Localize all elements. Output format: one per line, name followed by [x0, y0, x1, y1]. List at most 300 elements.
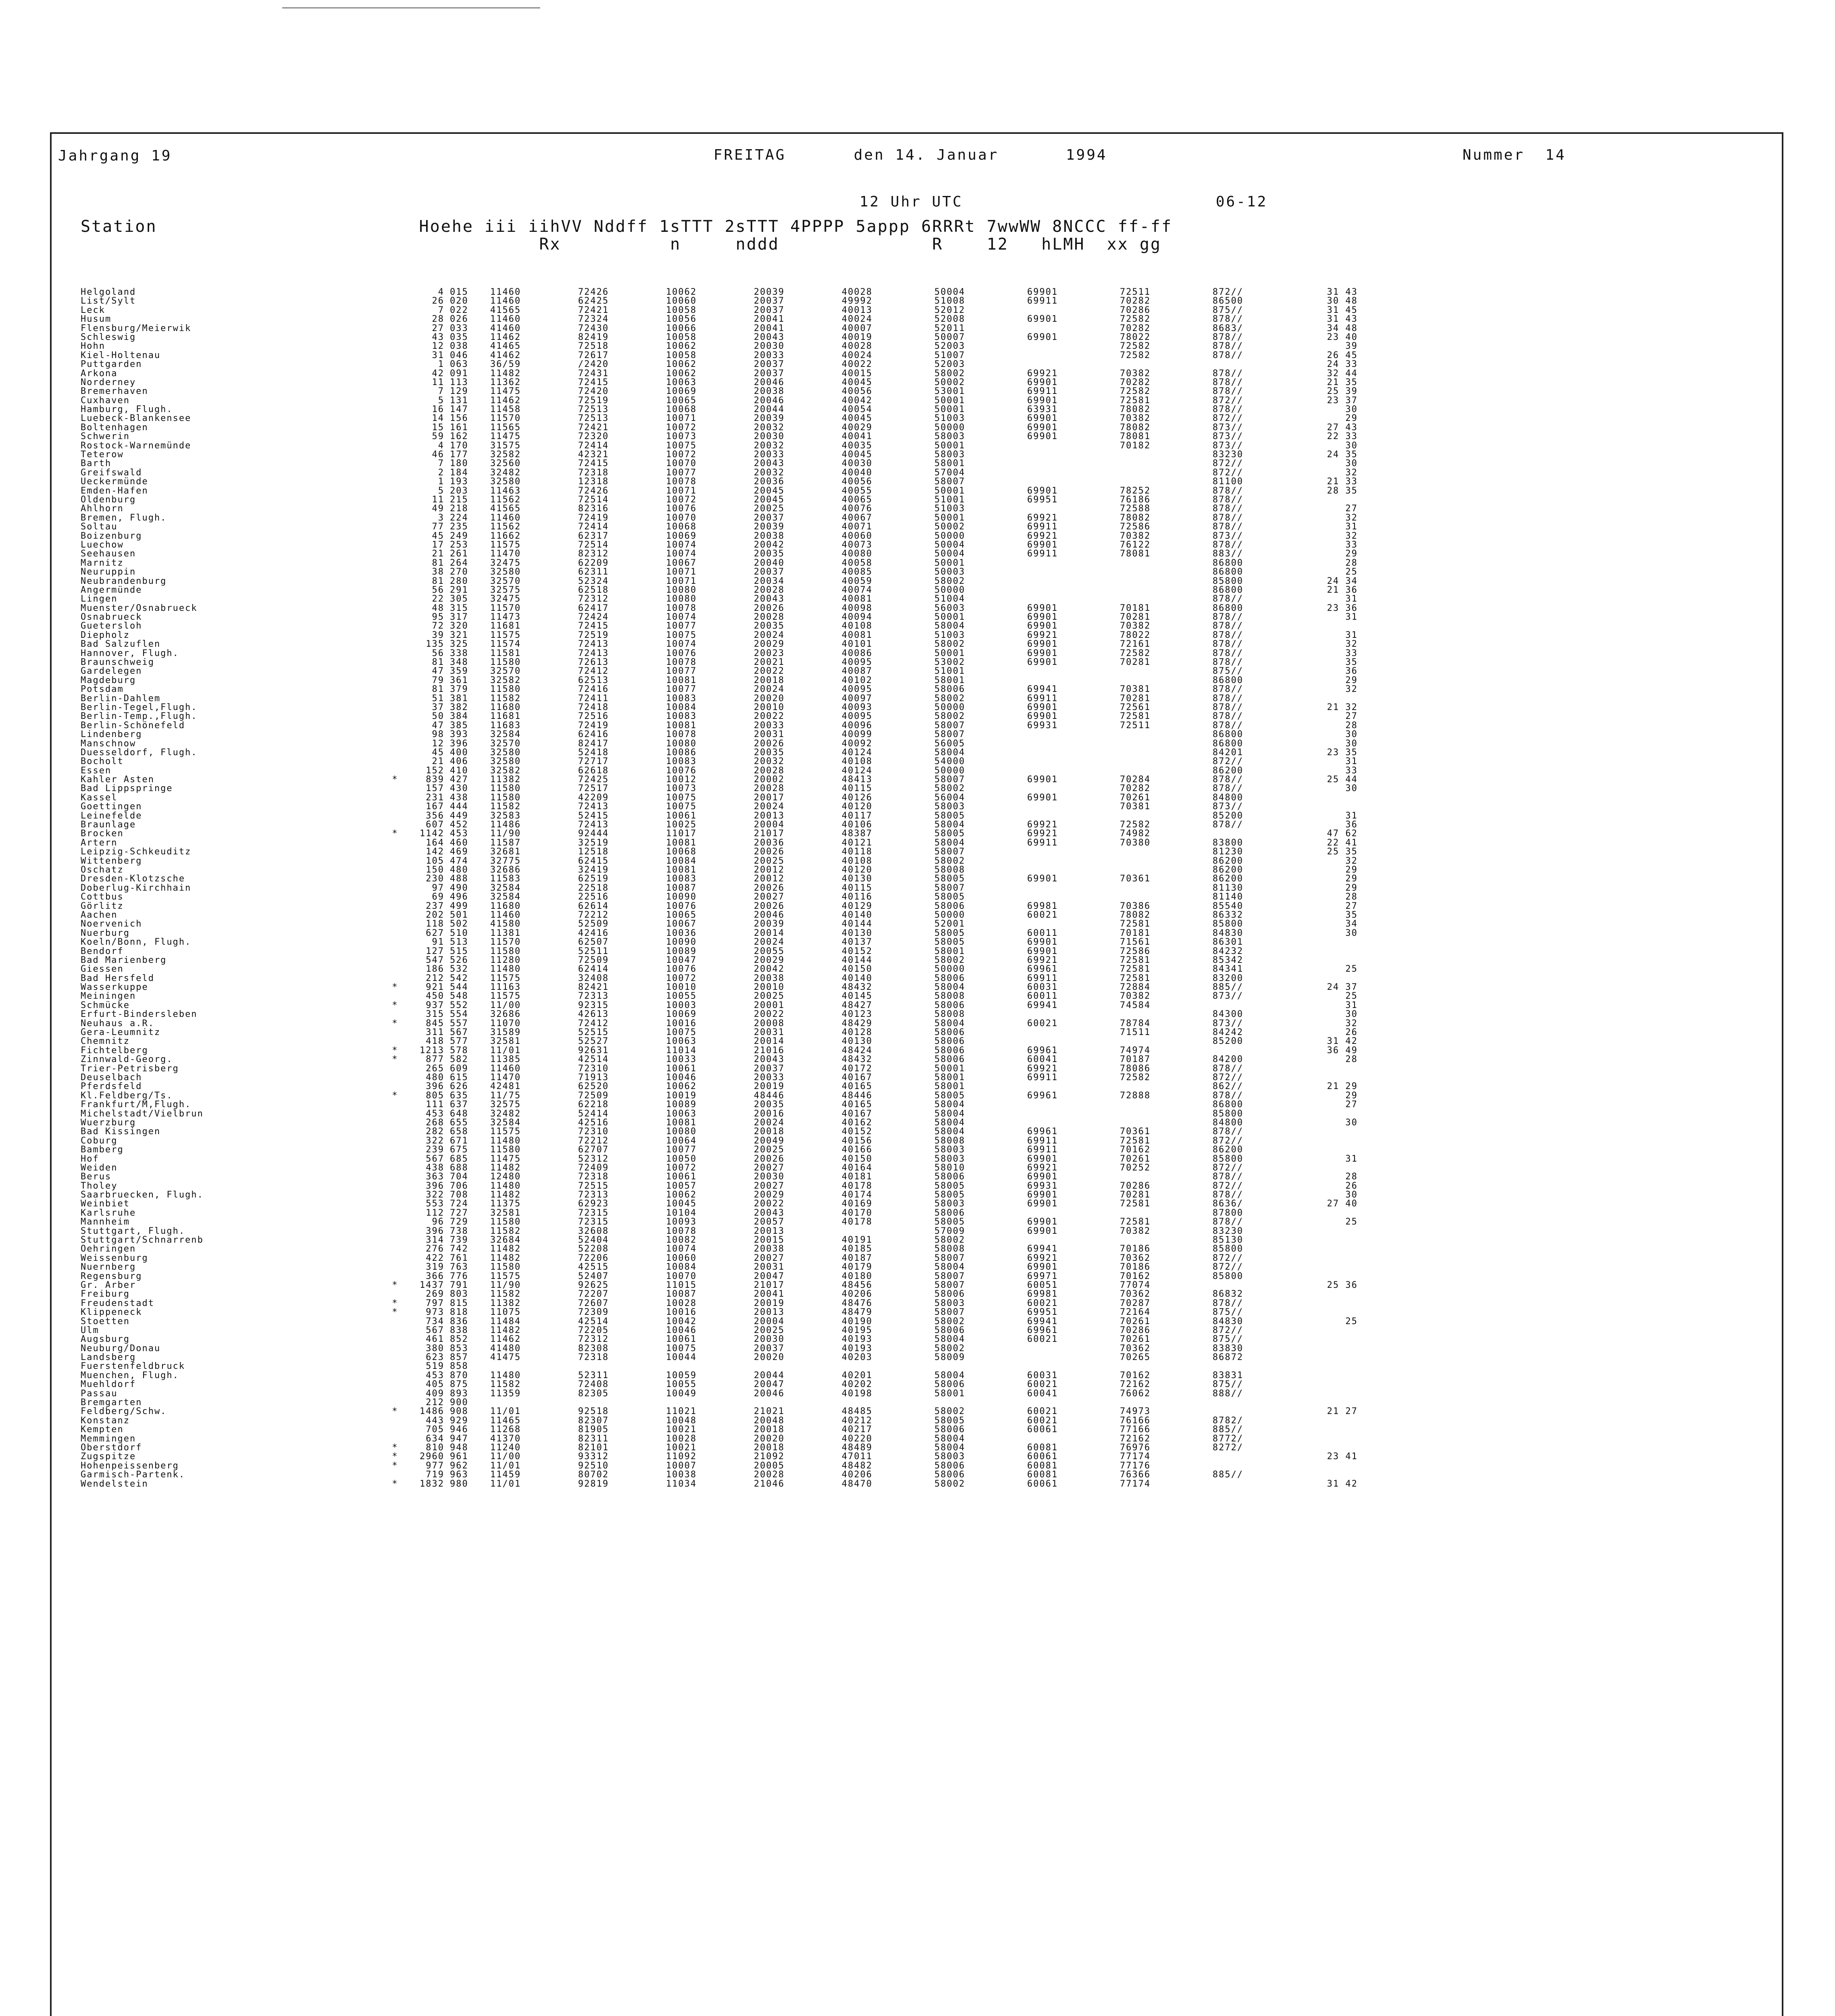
synop-group: 10071: [666, 577, 697, 586]
synop-group: [490, 1398, 578, 1407]
synop-group: [1027, 766, 1120, 775]
table-row: [81, 1100, 1358, 1109]
synop-group: 20028: [754, 1470, 785, 1480]
synop-group: 11575: [490, 631, 521, 640]
synop-group: 11015: [666, 1281, 697, 1290]
station-height: 268: [426, 1118, 444, 1128]
synop-group: 69901: [1027, 1263, 1058, 1272]
station-height: 46: [432, 450, 444, 460]
mountain-marker: [379, 911, 411, 920]
synop-group: 72421: [578, 423, 609, 433]
synop-group: 58010: [934, 1163, 965, 1173]
synop-group: 92444: [578, 829, 609, 839]
mountain-marker: [379, 947, 411, 956]
synop-group: 82308: [578, 1344, 609, 1354]
synop-group: 10071: [666, 486, 697, 496]
station-name: Bamberg: [81, 1145, 124, 1155]
synop-group: 58004: [934, 1371, 965, 1381]
station-name: Zugspitze: [81, 1452, 136, 1462]
synop-group: 40167: [842, 1073, 873, 1083]
mountain-marker: *: [392, 1443, 398, 1453]
synop-group: 86800: [1213, 558, 1244, 568]
table-row: [81, 784, 1358, 793]
synop-group: 40198: [842, 1389, 873, 1399]
synop-group: 58005: [934, 829, 965, 839]
synop-group: 40080: [842, 550, 873, 559]
synop-group: 10046: [666, 1326, 697, 1335]
synop-group: [1120, 559, 1213, 568]
station-id: 170: [450, 441, 468, 451]
synop-group: 82311: [578, 1434, 609, 1443]
station-height: 72: [432, 622, 444, 631]
station-id: 270: [450, 568, 468, 577]
synop-group: 69901: [1027, 1227, 1058, 1236]
synop-group: 32570: [490, 739, 521, 748]
gust-values: 32: [1345, 1019, 1358, 1029]
mountain-marker: [379, 577, 411, 586]
gust-values: [1301, 1380, 1358, 1389]
synop-group: [1120, 757, 1213, 766]
synop-group: 10062: [666, 1082, 697, 1091]
synop-group: 48427: [842, 1001, 873, 1010]
synop-group: 11482: [490, 1163, 521, 1173]
synop-group: 40097: [842, 694, 873, 703]
synop-group: 69961: [1027, 965, 1058, 974]
synop-group: 32482: [490, 1109, 521, 1118]
gust-values: 30: [1345, 739, 1358, 748]
mountain-marker: [379, 1344, 411, 1353]
station-id: 648: [450, 1109, 468, 1118]
synop-group: [1213, 1398, 1301, 1407]
synop-group: 70282: [1120, 324, 1151, 333]
synop-group: 72617: [578, 351, 609, 360]
synop-group: 878//: [1213, 523, 1244, 532]
synop-group: 878//: [1213, 405, 1244, 414]
mountain-marker: [379, 1362, 411, 1371]
gust-values: 29: [1345, 676, 1358, 685]
gust-values: [1301, 1164, 1358, 1173]
station-height: 319: [426, 1263, 444, 1272]
station-name: Boizenburg: [81, 531, 142, 541]
synop-group: 72582: [1120, 315, 1151, 324]
synop-group: 40156: [842, 1136, 873, 1146]
synop-group: 82101: [578, 1443, 609, 1453]
synop-group: 69921: [1027, 1254, 1058, 1263]
synop-group: [1120, 766, 1213, 775]
mountain-marker: [379, 1335, 411, 1344]
synop-group: [1213, 1407, 1301, 1416]
synop-group: 62707: [578, 1145, 609, 1155]
mountain-marker: [379, 1218, 411, 1227]
mountain-marker: [379, 1263, 411, 1272]
synop-group: 20019: [754, 1082, 785, 1091]
synop-group: 77166: [1120, 1425, 1151, 1435]
station-id: 554: [450, 1010, 468, 1019]
station-height: 2960: [420, 1452, 444, 1462]
synop-group: [1213, 1281, 1301, 1290]
station-name: Puttgarden: [81, 360, 142, 369]
synop-group: 32580: [490, 757, 521, 766]
station-id: 739: [450, 1236, 468, 1245]
synop-group: 10019: [666, 1091, 697, 1101]
synop-group: 10061: [666, 1173, 697, 1182]
station-id: 305: [450, 595, 468, 604]
synop-group: 72511: [1120, 288, 1151, 297]
synop-group: 69961: [1027, 1326, 1058, 1335]
synop-group: 69921: [1027, 1064, 1058, 1073]
station-id: 763: [450, 1263, 468, 1272]
station-height: 322: [426, 1136, 444, 1146]
synop-group: 69901: [1027, 613, 1058, 622]
station-id: 161: [450, 423, 468, 433]
synop-group: 58007: [934, 1254, 965, 1263]
table-row: [81, 432, 1358, 441]
synop-group: 58004: [934, 1434, 965, 1443]
station-name: Fuerstenfeldbruck: [81, 1362, 185, 1371]
synop-group: 72884: [1120, 983, 1151, 992]
gust-values: 28: [1345, 893, 1358, 902]
station-id: 513: [450, 938, 468, 947]
synop-group: 32582: [490, 766, 521, 776]
synop-group: 40095: [842, 712, 873, 721]
synop-group: 58002: [934, 1236, 965, 1245]
synop-group: 52404: [578, 1236, 609, 1245]
synop-group: 40140: [842, 974, 873, 983]
synop-group: 40137: [842, 938, 873, 947]
mountain-marker: [379, 1371, 411, 1380]
synop-group: 40035: [842, 441, 873, 451]
synop-group: 40056: [842, 387, 873, 396]
synop-group: 878//: [1213, 378, 1244, 387]
synop-group: 10065: [666, 910, 697, 920]
mountain-marker: [379, 396, 411, 405]
synop-group: 878//: [1213, 1299, 1244, 1308]
synop-group: 20024: [754, 631, 785, 640]
station-height: 239: [426, 1145, 444, 1155]
station-height: 734: [426, 1317, 444, 1326]
gust-values: 28 35: [1327, 486, 1358, 496]
synop-group: 885//: [1213, 1425, 1244, 1435]
synop-group: 40180: [842, 1272, 873, 1281]
synop-group: 70382: [1120, 1227, 1151, 1236]
station-height: 4: [438, 288, 444, 297]
synop-group: 50004: [934, 540, 965, 550]
synop-group: 48446: [754, 1091, 785, 1101]
synop-group: 83230: [1213, 1227, 1244, 1236]
synop-group: 48429: [842, 1019, 873, 1029]
table-row: [81, 703, 1358, 712]
synop-group: [1027, 477, 1120, 486]
gust-values: 32: [1345, 513, 1358, 523]
synop-group: [1027, 1037, 1120, 1046]
synop-group: 41370: [490, 1434, 521, 1443]
synop-group: 69941: [1027, 1001, 1058, 1010]
synop-group: 8636/: [1213, 1200, 1244, 1209]
station-id: 218: [450, 504, 468, 514]
synop-group: 72588: [1120, 504, 1151, 514]
station-height: 16: [432, 405, 444, 414]
synop-group: 48470: [842, 1479, 873, 1489]
synop-group: 72516: [578, 712, 609, 721]
synop-group: [1120, 1362, 1213, 1371]
synop-group: 20036: [754, 838, 785, 848]
synop-group: 40126: [842, 793, 873, 803]
synop-group: [1027, 1118, 1120, 1127]
synop-group: 40067: [842, 513, 873, 523]
synop-group: 69901: [1027, 486, 1058, 496]
synop-group: 20043: [754, 1208, 785, 1218]
synop-group: 10016: [666, 1019, 697, 1029]
synop-group: 10075: [666, 1344, 697, 1354]
station-id: 035: [450, 333, 468, 342]
synop-group: 10061: [666, 1064, 697, 1073]
synop-group: 20027: [754, 1163, 785, 1173]
synop-group: 20045: [754, 486, 785, 496]
synop-group: [842, 1398, 934, 1407]
station-height: 49: [432, 504, 444, 514]
synop-group: 20032: [754, 757, 785, 766]
synop-group: 58003: [934, 1452, 965, 1462]
synop-group: [1213, 1362, 1301, 1371]
synop-group: [1213, 1452, 1301, 1461]
station-height: 21: [432, 550, 444, 559]
mountain-marker: [379, 730, 411, 739]
synop-group: 62923: [578, 1200, 609, 1209]
mountain-marker: [379, 288, 411, 297]
synop-group: 70162: [1120, 1145, 1151, 1155]
station-name: Nuernberg: [81, 1263, 136, 1272]
table-row: [81, 1462, 1358, 1470]
synop-group: [842, 1227, 934, 1236]
synop-group: 50001: [934, 613, 965, 622]
synop-group: 86800: [1213, 585, 1244, 595]
synop-group: 10076: [666, 766, 697, 776]
mountain-marker: [379, 360, 411, 369]
synop-group: 60021: [1027, 1299, 1058, 1308]
synop-group: 40202: [842, 1380, 873, 1389]
synop-group: 40166: [842, 1145, 873, 1155]
synop-group: 11575: [490, 992, 521, 1001]
station-id: 688: [450, 1163, 468, 1173]
station-height: 1437: [420, 1281, 444, 1290]
synop-group: 40144: [842, 956, 873, 965]
synop-group: 20037: [754, 369, 785, 378]
station-height: 418: [426, 1037, 444, 1046]
mountain-marker: [379, 423, 411, 432]
synop-group: [1213, 1462, 1301, 1470]
synop-group: 85130: [1213, 1236, 1244, 1245]
synop-group: 21017: [754, 829, 785, 839]
synop-group: 58008: [934, 992, 965, 1001]
synop-group: 10066: [666, 324, 697, 333]
mountain-marker: [379, 387, 411, 396]
gust-values: 28: [1345, 558, 1358, 568]
synop-group: 10059: [666, 1371, 697, 1381]
synop-group: [1027, 920, 1120, 929]
table-row: [81, 1137, 1358, 1145]
synop-group: 10010: [666, 983, 697, 992]
station-id: 499: [450, 902, 468, 911]
synop-group: 69921: [1027, 513, 1058, 523]
synop-group: 60061: [1027, 1479, 1058, 1489]
synop-group: 10075: [666, 802, 697, 812]
synop-group: 32581: [490, 1208, 521, 1218]
table-row: [81, 613, 1358, 622]
synop-group: 70286: [1120, 306, 1151, 315]
synop-group: 878//: [1213, 821, 1244, 830]
table-row: [81, 1245, 1358, 1254]
synop-group: 72582: [1120, 351, 1151, 360]
synop-group: 10012: [666, 775, 697, 785]
table-row: [81, 1227, 1358, 1236]
synop-group: 70287: [1120, 1299, 1151, 1308]
synop-group: 10081: [666, 1118, 697, 1128]
synop-group: [1027, 504, 1120, 513]
station-id: 315: [450, 604, 468, 613]
synop-group: [1027, 306, 1120, 315]
synop-group: 20033: [754, 1073, 785, 1083]
gust-values: [1301, 1398, 1358, 1407]
synop-group: 48489: [842, 1443, 873, 1453]
station-name: Noervenich: [81, 920, 142, 929]
mountain-marker: [379, 442, 411, 450]
synop-group: [1027, 676, 1120, 685]
gust-values: 47 62: [1327, 829, 1358, 839]
synop-group: 52003: [934, 342, 965, 351]
synop-group: 11240: [490, 1443, 521, 1453]
synop-group: 81905: [578, 1425, 609, 1435]
table-row: [81, 965, 1358, 974]
synop-group: 69911: [1027, 550, 1058, 559]
synop-group: 873//: [1213, 432, 1244, 442]
station-height: 12: [432, 739, 444, 748]
table-row: [81, 1380, 1358, 1389]
station-name: Schwerin: [81, 432, 130, 442]
synop-group: 92518: [578, 1407, 609, 1416]
synop-group: 72582: [1120, 387, 1151, 396]
synop-group: 69911: [1027, 387, 1058, 396]
station-id: 552: [450, 1001, 468, 1010]
synop-group: 58003: [934, 450, 965, 460]
station-id: 382: [450, 703, 468, 712]
synop-group: 40145: [842, 992, 873, 1001]
station-height: 453: [426, 1371, 444, 1381]
table-row: [81, 775, 1358, 784]
table-row: [81, 586, 1358, 595]
synop-group: 40013: [842, 306, 873, 315]
synop-group: 10089: [666, 947, 697, 956]
synop-group: 862//: [1213, 1082, 1244, 1091]
station-name: Luebeck-Blankensee: [81, 414, 191, 423]
table-row: [81, 1344, 1358, 1353]
synop-group: 69911: [1027, 838, 1058, 848]
synop-group: 20013: [754, 1227, 785, 1236]
station-id: 675: [450, 1145, 468, 1155]
synop-group: 20037: [754, 513, 785, 523]
synop-group: 72315: [578, 1218, 609, 1227]
synop-group: 62507: [578, 938, 609, 947]
synop-group: 10033: [666, 1055, 697, 1064]
synop-group: 40178: [842, 1218, 873, 1227]
synop-group: 11/00: [490, 1452, 521, 1462]
station-id: 038: [450, 342, 468, 351]
gust-values: [1301, 947, 1358, 956]
synop-group: [1027, 812, 1120, 821]
synop-group: 20022: [754, 1200, 785, 1209]
table-row: [81, 487, 1358, 496]
table-row: [81, 793, 1358, 802]
synop-group: 60021: [1027, 910, 1058, 920]
station-name: Landsberg: [81, 1353, 136, 1362]
synop-group: 69901: [1027, 540, 1058, 550]
station-height: 69: [432, 893, 444, 902]
gust-values: [1301, 1462, 1358, 1470]
synop-group: 60041: [1027, 1055, 1058, 1064]
synop-group: 10080: [666, 739, 697, 748]
synop-group: 40178: [842, 1181, 873, 1191]
synop-group: 20044: [754, 405, 785, 414]
synop-group: 50004: [934, 288, 965, 297]
synop-group: 72424: [578, 613, 609, 622]
synop-group: 86332: [1213, 910, 1244, 920]
synop-group: 82421: [578, 983, 609, 992]
mountain-marker: [379, 541, 411, 550]
station-name: Teterow: [81, 450, 124, 460]
table-row: [81, 821, 1358, 829]
synop-group: 40174: [842, 1191, 873, 1200]
synop-group: 10056: [666, 315, 697, 324]
synop-group: 60061: [1027, 1452, 1058, 1462]
gust-values: 30: [1345, 929, 1358, 938]
synop-group: 72582: [1120, 649, 1151, 658]
synop-group: 70284: [1120, 775, 1151, 785]
synop-group: 53002: [934, 658, 965, 667]
synop-group: 40108: [842, 856, 873, 866]
station-height: 422: [426, 1254, 444, 1263]
station-id: 449: [450, 811, 468, 821]
synop-group: 10072: [666, 423, 697, 433]
station-id: 410: [450, 766, 468, 776]
station-id: 582: [450, 1055, 468, 1064]
time-range: 06-12: [1216, 194, 1268, 210]
synop-group: 875//: [1213, 1380, 1244, 1389]
mountain-marker: *: [392, 1479, 398, 1489]
table-row: [81, 1435, 1358, 1443]
station-name: Neuruppin: [81, 568, 136, 577]
synop-group: 40087: [842, 667, 873, 676]
synop-group: 69961: [1027, 1091, 1058, 1101]
mountain-marker: [379, 902, 411, 911]
synop-group: 11681: [490, 712, 521, 721]
synop-group: 70380: [1120, 838, 1151, 848]
synop-group: 10036: [666, 929, 697, 938]
table-row: [81, 974, 1358, 983]
mountain-marker: [379, 306, 411, 315]
station-id: 379: [450, 685, 468, 694]
synop-group: [1027, 324, 1120, 333]
synop-group: 84232: [1213, 947, 1244, 956]
synop-group: [1120, 1082, 1213, 1091]
synop-group: 40108: [842, 757, 873, 766]
synop-group: 20023: [754, 649, 785, 658]
mountain-marker: [379, 1236, 411, 1245]
synop-group: 48432: [842, 983, 873, 992]
synop-group: 40015: [842, 369, 873, 378]
synop-group: 11575: [490, 974, 521, 983]
synop-group: 51008: [934, 297, 965, 306]
synop-group: [1213, 360, 1301, 369]
synop-group: 32419: [578, 866, 609, 875]
